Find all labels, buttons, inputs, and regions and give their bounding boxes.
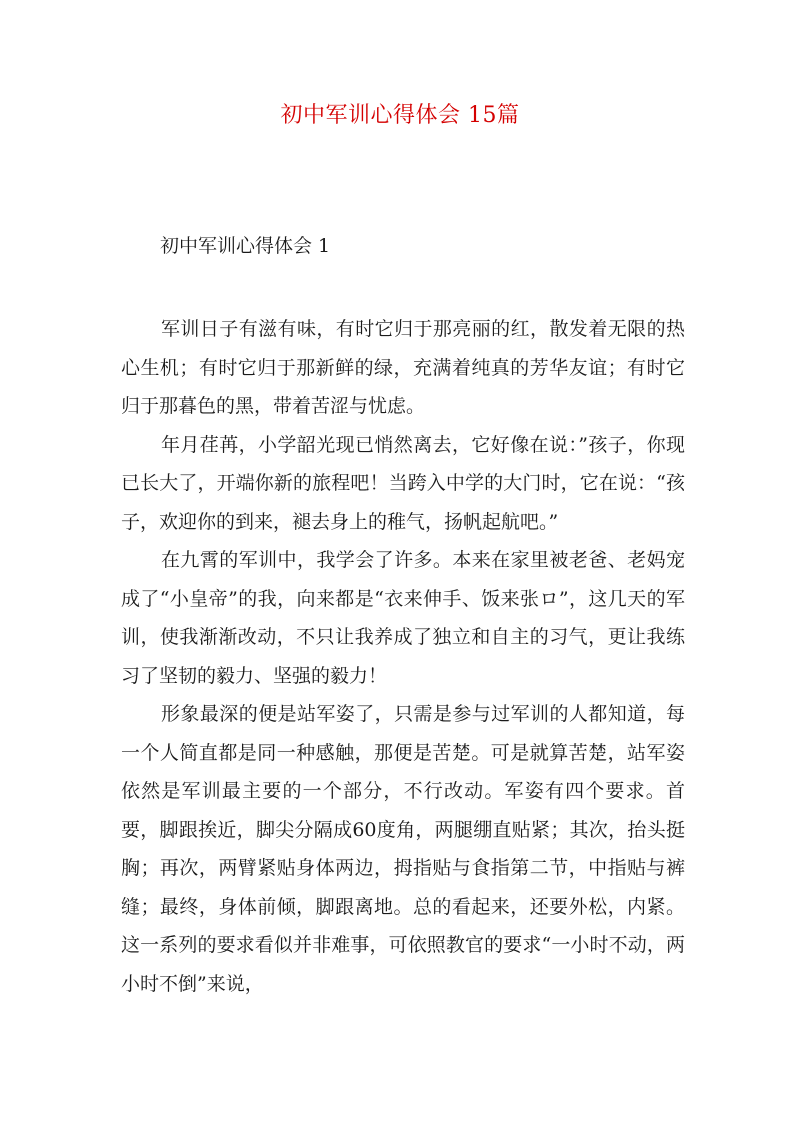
paragraph: 军训日子有滋有味，有时它归于那亮丽的红，散发着无限的热心生机；有时它归于那新鲜的绿，充满着纯真的芳华友谊；有时它归于那暮色的黑，带着苦涩与忧虑。 bbox=[121, 318, 685, 417]
paragraph: 形象最深的便是站军姿了，只需是参与过军训的人都知道，每一个人简直都是同一种感触，那便是苦楚。可是就算苦楚，站军姿依然是军训最主要的一个部分，不行改动。军姿有四个要求。首要，脚跟挨近，脚尖分隔成60度角，两腿绷直贴紧；其次，抬头挺胸；再次，两臂紧贴身体两边，拇指贴与食指第二节，中指贴与裤缝；最终，身体前倾，脚跟离地。总的看起来，还要外松，内紧。这一系列的要求看似并非难事，可依照教官的要求“一小时不动，两小时不倒”来说， bbox=[121, 703, 685, 995]
paragraph: 在九霄的军训中，我学会了许多。本来在家里被老爸、老妈宠成了“小皇帝”的我，向来都是“衣来伸手、饭来张ロ”，这几天的军训，使我渐渐改动，不只让我养成了独立和自主的习气，更让我练习了坚韧的毅力、坚强的毅力！ bbox=[121, 549, 685, 687]
document-title: 初中军训心得体会 15篇 bbox=[280, 103, 520, 128]
document-body bbox=[121, 310, 685, 1003]
paragraph: 年月荏苒，小学韶光现已悄然离去，它好像在说：”孩子，你现已长大了，开端你新的旅程吧！当跨入中学的大门时，它在说：“孩子，欢迎你的到来，褪去身上的稚气，扬帆起航吧。” bbox=[121, 433, 685, 533]
section-heading: 初中军训心得体会 1 bbox=[160, 235, 331, 257]
